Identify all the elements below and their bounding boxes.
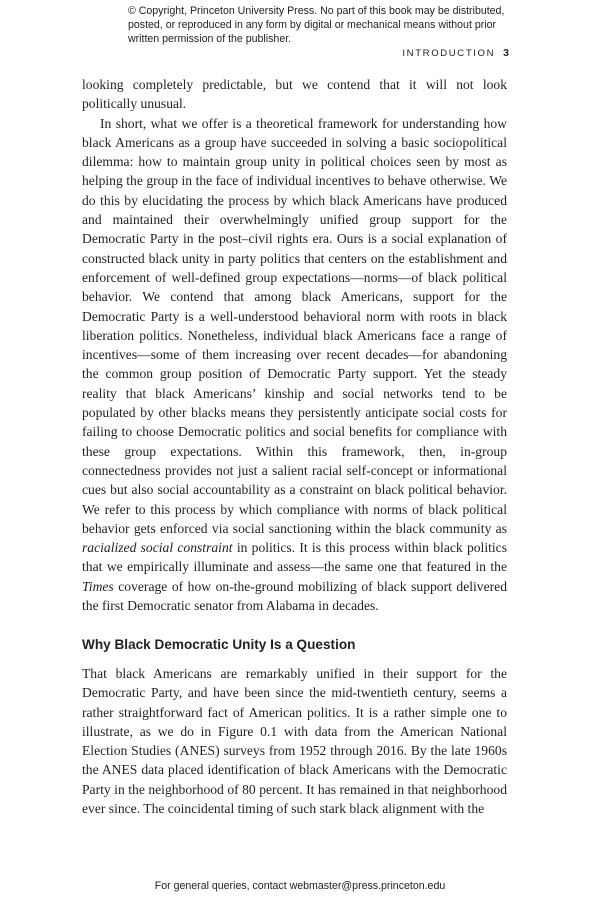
section-text bbox=[82, 664, 507, 818]
paragraph-continued: looking completely predictable, but we contend that it will not look politically unusual. bbox=[82, 77, 507, 112]
running-head bbox=[402, 47, 509, 59]
main-text bbox=[82, 75, 507, 615]
section-title: INTRODUCTION bbox=[402, 48, 496, 59]
paragraph-text: in politics. It is this process within black politics that we empirically illuminate and assess—the same one that featured in the bbox=[82, 540, 507, 575]
footer-contact: For general queries, contact webmaster@press.princeton.edu bbox=[154, 880, 446, 892]
page-number: 3 bbox=[503, 47, 509, 59]
copyright-notice: © Copyright, Princeton University Press. No part of this book may be distributed, posted, or reproduced in any form by digital or mechanical means without prior written permission of the publisher. bbox=[128, 5, 505, 45]
italic-publication: Times bbox=[82, 578, 114, 594]
paragraph-unity: That black Americans are remarkably unified in their support for the Democratic Party, and have been since the mid-twentieth century, seems a rather straightforward fact of American politics. It is a rather simple one to illustrate, as we do in Figure 0.1 with data from the American National Election Studies (ANES) surveys from 1952 through 2016. By the late 1960s the ANES data placed identification of black Americans with the Democratic Party in the neighborhood of 80 percent. It has remained in that neighborhood ever since. The coincidental timing of such stark black alignment with the bbox=[82, 666, 507, 817]
paragraph-text: In short, what we offer is a theoretical framework for understanding how black Americans as a group have succeeded in solving a basic sociopolitical dilemma: how to maintain group unity in political choices seen by most as helping the group in the face of individual incentives to behave otherwise. We do this by elucidating the process by which black Americans have produced and maintained their overwhelmingly unified group support for the Democratic Party in the post–civil rights era. Ours is a social explanation of constructed black unity in party politics that centers on the establishment and enforcement of well-defined group expectations—norms—of black political behavior. We contend that among black Americans, support for the Democratic Party is a well-understood behavioral norm with roots in black liberation politics. Nonetheless, individual black Americans face a range of incentives—some of them increasing over recent decades—for abandoning the common group position of Democratic Party support. Yet the steady reality that black Americans’ kinship and social networks tend to be populated by other blacks means they persistently anticipate social costs for failing to choose Democratic politics and social benefits for compliance with these group expectations. Within this framework, then, in-group connectedness provides not just a salient racial self-concept or informational cues but also social accountability as a constraint on black political behavior. We refer to this process by which compliance with norms of black political behavior gets enforced via social sanctioning within the black community as bbox=[82, 115, 507, 536]
italic-term: racialized social constraint bbox=[82, 540, 233, 556]
section-heading: Why Black Democratic Unity Is a Question bbox=[82, 637, 356, 652]
paragraph-framework bbox=[82, 114, 507, 616]
paragraph-text: coverage of how on-the-ground mobilizing of black support delivered the first Democratic senator from Alabama in decades. bbox=[82, 578, 507, 614]
